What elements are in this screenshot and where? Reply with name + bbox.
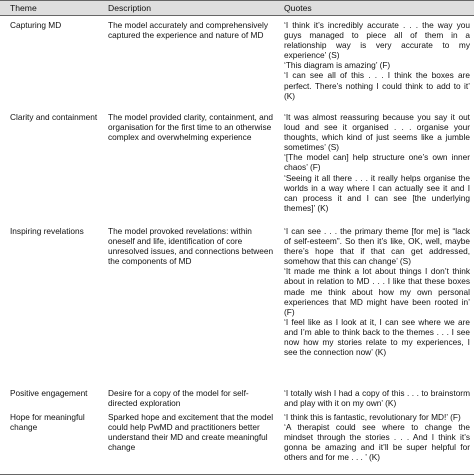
quotes-cell <box>284 388 470 408</box>
description-cell: The model provoked revelations: within oneself and life, identification of core unresolved issues, and connections between the components of MD <box>108 226 274 267</box>
header-quotes: Quotes <box>284 3 312 13</box>
description-cell: Sparked hope and excitement that the model could help PwMD and practitioners better understand their MD and create meaningful change <box>108 412 274 453</box>
theme-cell: Clarity and containment <box>10 112 98 122</box>
quote: ‘I can see all of this . . . I think the boxes are perfect. There’s nothing I could think to add to it’ (K) <box>284 70 470 101</box>
quote: ‘I feel like as I look at it, I can see where we are and I’m able to think back to the themes . . . I see now how my stories relate to my experiences, I see the connection now’ (K) <box>284 316 470 358</box>
header-theme: Theme <box>10 3 37 13</box>
quote: ‘I think this is fantastic, revolutionary for MD!’ (F) <box>284 412 461 422</box>
quote: ‘I can see . . . the primary theme [for me] is “lack of self-esteem”. So then it’s like, OK, well, maybe there’s hope that if that can get addressed, somehow that this can change’ (S) <box>284 226 470 267</box>
quote: ‘I think it’s incredibly accurate . . . the way you guys managed to piece all of them in a relationship way is very accurate to my experience’ (S) <box>284 20 470 61</box>
quote: ‘It made me think a lot about things I don’t think about in relation to MD . . . I like that these boxes made me think about how my own personal experiences that MD might have been rooted in’ (F) <box>284 266 470 317</box>
table-header <box>0 0 474 16</box>
quote: ‘I totally wish I had a copy of this . . . to brainstorm and play with it on my own’ (K) <box>284 388 470 409</box>
description-cell: The model provided clarity, containment, and organisation for the first time to an otherwise complex and overwhelming experience <box>108 112 273 143</box>
quote: ‘A therapist could see where to change the mindset through the stories . . . And I think it’s gonna be amazing and it’ll be super helpful for others and for me . . . ’ (K) <box>284 422 470 463</box>
quote: ‘It was almost reassuring because you say it out loud and see it organised . . . organise your thoughts, which kind of just seems like a jumble sometimes’ (S) <box>284 112 470 153</box>
quote: ‘Seeing it all there . . . it really helps organise the worlds in a way where I can actually see it and I can process it and I can see [the underlying themes]’ (K) <box>284 172 470 213</box>
header-description: Description <box>108 3 151 13</box>
quotes-cell <box>284 20 470 101</box>
description-cell: Desire for a copy of the model for self-directed exploration <box>108 388 249 409</box>
theme-cell: Inspiring revelations <box>10 226 84 236</box>
theme-cell: Hope for meaningful change <box>10 412 85 433</box>
description-cell: The model accurately and comprehensively captured the experience and nature of MD <box>108 20 269 41</box>
quote: ‘[The model can] help structure one’s own inner chaos’ (F) <box>284 152 470 173</box>
theme-cell: Capturing MD <box>10 20 62 30</box>
theme-cell: Positive engagement <box>10 388 88 398</box>
quotes-cell <box>284 412 470 462</box>
quotes-cell <box>284 112 470 213</box>
quote: ‘This diagram is amazing’ (F) <box>284 60 391 71</box>
quotes-cell <box>284 226 470 357</box>
table-bottom-rule <box>0 474 474 475</box>
